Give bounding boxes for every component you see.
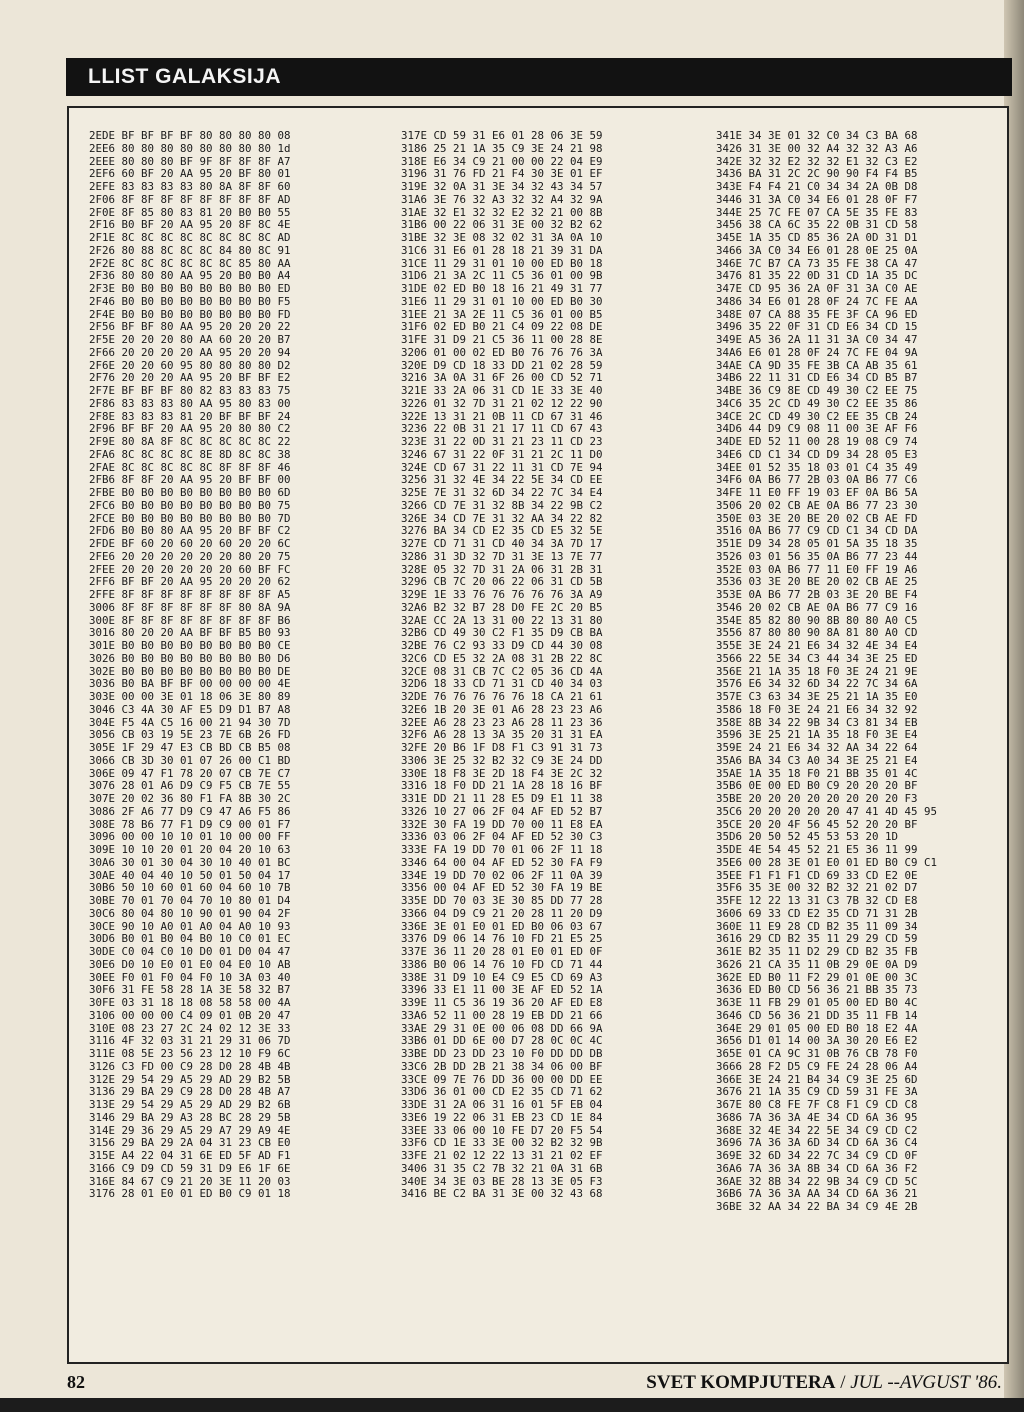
- hex-row: 3306 3E 25 32 B2 32 C9 3E 24 DD: [401, 753, 603, 767]
- hex-row: 31E6 11 29 31 01 10 00 ED B0 30: [401, 294, 603, 308]
- hex-row: 31DE 02 ED B0 18 16 21 49 31 77: [401, 282, 603, 295]
- hex-row: 33B6 01 DD 6E 00 D7 28 0C 0C 4C: [401, 1034, 603, 1048]
- hex-row: 2F4E B0 B0 B0 B0 B0 B0 B0 B0 FD: [89, 307, 291, 321]
- hex-row: 352E 03 0A B6 77 11 E0 FF 19 A6: [716, 562, 918, 576]
- hex-row: 312E 29 54 29 A5 29 AD 29 B2 5B: [89, 1072, 291, 1086]
- hex-row: 3276 BA 34 CD E2 35 CD E5 32 5E: [401, 524, 603, 538]
- hex-row: 31B6 00 22 06 31 3E 00 32 B2 62: [401, 218, 603, 232]
- hex-row: 335E DD 70 03 3E 30 85 DD 77 28: [401, 894, 603, 907]
- hex-row: 3126 C3 FD 00 C9 28 D0 28 4B 4B: [89, 1059, 291, 1073]
- hex-row: 343E F4 F4 21 C0 34 34 2A 0B D8: [716, 180, 918, 193]
- hex-row: 2F9E 80 8A 8F 8C 8C 8C 8C 8C 22: [89, 435, 291, 448]
- hex-row: 3236 22 0B 31 21 17 11 CD 67 43: [401, 422, 603, 436]
- hex-row: 2FC6 B0 B0 B0 B0 B0 B0 B0 B0 75: [89, 498, 291, 512]
- footer-separator: /: [835, 1372, 851, 1393]
- hex-row: 30F6 31 FE 58 28 1A 3E 58 32 B7: [89, 983, 291, 997]
- hex-row: 33C6 2B DD 2B 21 38 34 06 00 BF: [401, 1059, 603, 1073]
- hex-column-1: [89, 130, 291, 1201]
- hex-row: 3486 34 E6 01 28 0F 24 7C FE AA: [716, 294, 918, 308]
- hex-row: 3516 0A B6 77 C9 CD C1 34 CD DA: [716, 524, 918, 538]
- hex-row: 36B6 7A 36 3A AA 34 CD 6A 36 21: [716, 1187, 918, 1201]
- hex-row: 346E 7C B7 CA 73 35 FE 38 CA 47: [716, 256, 918, 270]
- hex-row: 3646 CD 56 36 21 DD 35 11 FB 14: [716, 1008, 918, 1022]
- hex-row: 35EE F1 F1 F1 CD 69 33 CD E2 0E: [716, 868, 918, 882]
- hex-row: 325E 7E 31 32 6D 34 22 7C 34 E4: [401, 486, 603, 499]
- hex-row: 35BE 20 20 20 20 20 20 20 20 F3: [716, 792, 918, 805]
- hex-row: 363E 11 FB 29 01 05 00 ED B0 4C: [716, 996, 918, 1009]
- hex-row: 3226 01 32 7D 31 21 02 12 22 90: [401, 396, 603, 410]
- section-header: [66, 58, 1012, 96]
- hex-row: 328E 05 32 7D 31 2A 06 31 2B 31: [401, 562, 603, 576]
- hex-row: 33A6 52 11 00 28 19 EB DD 21 66: [401, 1008, 603, 1022]
- hex-row: 31AE 32 E1 32 32 E2 32 21 00 8B: [401, 205, 603, 219]
- hex-row: 3366 04 D9 C9 21 20 28 11 20 D9: [401, 906, 603, 920]
- hex-row: 3386 B0 06 14 76 10 FD CD 71 44: [401, 957, 603, 971]
- hex-row: 34F6 0A B6 77 2B 03 0A B6 77 C6: [716, 473, 918, 487]
- hex-row: 35C6 20 20 20 20 20 47 41 4D 45 95: [716, 804, 938, 818]
- hex-row: 35A6 BA 34 C3 A0 34 3E 25 21 E4: [716, 753, 918, 767]
- hex-row: 331E DD 21 11 28 E5 D9 E1 11 38: [401, 792, 603, 805]
- hex-row: 34B6 22 11 31 CD E6 34 CD B5 B7: [716, 371, 918, 385]
- hex-row: 3266 CD 7E 31 32 8B 34 22 9B C2: [401, 498, 603, 512]
- hex-row: 359E 24 21 E6 34 32 AA 34 22 64: [716, 741, 918, 754]
- hex-row: 35B6 0E 00 ED B0 C9 20 20 20 BF: [716, 779, 918, 793]
- hex-row: 3626 21 CA 35 11 0B 29 0E 0A D9: [716, 957, 918, 971]
- hex-row: 326E 34 CD 7E 31 32 AA 34 22 82: [401, 511, 603, 525]
- hex-row: 2F66 20 20 20 20 AA 95 20 20 94: [89, 345, 291, 359]
- hex-row: 338E 31 D9 10 E4 C9 E5 CD 69 A3: [401, 970, 603, 984]
- hex-row: 355E 3E 24 21 E6 34 32 4E 34 E4: [716, 639, 918, 652]
- hex-row: 365E 01 CA 9C 31 0B 76 CB 78 F0: [716, 1047, 918, 1060]
- hex-row: 33FE 21 02 12 22 13 31 21 02 EF: [401, 1149, 603, 1162]
- hex-row: 341E 34 3E 01 32 C0 34 C3 BA 68: [716, 129, 918, 142]
- hex-row: 2FE6 20 20 20 20 20 20 80 20 75: [89, 549, 291, 563]
- hex-row: 301E B0 B0 B0 B0 B0 B0 B0 B0 CE: [89, 639, 291, 652]
- hex-row: 2F1E 8C 8C 8C 8C 8C 8C 8C 8C AD: [89, 231, 291, 244]
- hex-row: 34DE ED 52 11 00 28 19 08 C9 74: [716, 435, 918, 448]
- hex-row: 3216 3A 0A 31 6F 26 00 CD 52 71: [401, 371, 603, 385]
- hex-row: 2FB6 8F 8F 20 AA 95 20 BF BF 00: [89, 473, 291, 487]
- section-title: LLIST GALAKSIJA: [88, 65, 282, 88]
- hex-row: 3636 ED B0 CD 56 36 21 BB 35 73: [716, 983, 918, 997]
- hex-row: 320E D9 CD 18 33 DD 21 02 28 59: [401, 358, 603, 372]
- hex-row: 2F8E 83 83 83 81 20 BF BF BF 24: [89, 409, 291, 423]
- hex-row: 2F26 80 88 8C 8C 8C 84 80 8C 91: [89, 243, 291, 257]
- hex-row: 318E E6 34 C9 21 00 00 22 04 E9: [401, 154, 603, 168]
- hex-row: 30D6 B0 01 B0 04 B0 10 C0 01 EC: [89, 932, 291, 946]
- hex-row: 353E 0A B6 77 2B 03 3E 20 BE F4: [716, 588, 918, 601]
- hex-column-3: [716, 130, 937, 1214]
- hex-row: 2F06 8F 8F 8F 8F 8F 8F 8F 8F AD: [89, 192, 291, 206]
- hex-row: 33AE 29 31 0E 00 06 08 DD 66 9A: [401, 1021, 603, 1035]
- hex-row: 307E 20 02 36 80 F1 FA 8B 30 2C: [89, 792, 291, 805]
- hex-row: 345E 1A 35 CD 85 36 2A 0D 31 D1: [716, 231, 918, 244]
- hex-row: 33D6 36 01 00 CD E2 35 CD 71 62: [401, 1085, 603, 1099]
- hex-row: 32BE 76 C2 93 33 D9 CD 44 30 08: [401, 639, 603, 652]
- hex-row: 2F56 BF BF 80 AA 95 20 20 20 22: [89, 320, 291, 334]
- hex-row: 35DE 4E 54 45 52 21 E5 36 11 99: [716, 843, 918, 856]
- hex-row: 32F6 A6 28 13 3A 35 20 31 31 EA: [401, 728, 603, 742]
- hex-row: 3196 31 76 FD 21 F4 30 3E 01 EF: [401, 167, 603, 181]
- hex-row: 2EFE 83 83 83 83 80 8A 8F 8F 60: [89, 180, 291, 193]
- hex-row: 369E 32 6D 34 22 7C 34 C9 CD 0F: [716, 1149, 918, 1162]
- hex-row: 306E 09 47 F1 78 20 07 CB 7E C7: [89, 766, 291, 780]
- hex-row: 35AE 1A 35 18 F0 21 BB 35 01 4C: [716, 766, 918, 780]
- hex-row: 35E6 00 28 3E 01 E0 01 ED B0 C9 C1: [716, 855, 938, 869]
- hex-row: 305E 1F 29 47 E3 CB BD CB B5 08: [89, 741, 291, 754]
- hex-row: 3396 33 E1 11 00 3E AF ED 52 1A: [401, 983, 603, 997]
- hex-row: 3286 31 3D 32 7D 31 3E 13 7E 77: [401, 549, 603, 563]
- hex-row: 35CE 20 20 4F 56 45 52 20 20 BF: [716, 817, 918, 831]
- hex-row: 2EF6 60 BF 20 AA 95 20 BF 80 01: [89, 167, 291, 181]
- hex-row: 30EE F0 01 F0 04 F0 10 3A 03 40: [89, 970, 291, 984]
- hex-row: 33BE DD 23 DD 23 10 F0 DD DD DB: [401, 1047, 603, 1060]
- hex-row: 34BE 36 C9 8E CD 49 30 C2 EE 75: [716, 384, 918, 397]
- hex-row: 360E 11 E9 28 CD B2 35 11 09 34: [716, 919, 918, 933]
- hex-row: 32DE 76 76 76 76 76 18 CA 21 61: [401, 690, 603, 703]
- hex-row: 31FE 31 D9 21 C5 36 11 00 28 8E: [401, 333, 603, 346]
- hex-row: 349E A5 36 2A 11 31 3A C0 34 47: [716, 333, 918, 346]
- hex-row: 33DE 31 2A 06 31 16 01 5F EB 04: [401, 1098, 603, 1111]
- hex-row: 366E 3E 24 21 B4 34 C9 3E 25 6D: [716, 1072, 918, 1086]
- hex-row: 314E 29 36 29 A5 29 A7 29 A9 4E: [89, 1123, 291, 1137]
- hex-row: 339E 11 C5 36 19 36 20 AF ED E8: [401, 996, 603, 1009]
- hex-row: 30DE C0 04 C0 10 D0 01 D0 04 47: [89, 945, 291, 958]
- hex-row: 30FE 03 31 18 18 08 58 58 00 4A: [89, 996, 291, 1009]
- hex-row: 30B6 50 10 60 01 60 04 60 10 7B: [89, 881, 291, 895]
- hex-row: 3566 22 5E 34 C3 44 34 3E 25 ED: [716, 651, 918, 665]
- hex-row: 333E FA 19 DD 70 01 06 2F 11 18: [401, 843, 603, 856]
- hex-row: 30BE 70 01 70 04 70 10 80 01 D4: [89, 894, 291, 907]
- hex-row: 3006 8F 8F 8F 8F 8F 8F 80 8A 9A: [89, 600, 291, 614]
- hex-row: 358E 8B 34 22 9B 34 C3 81 34 EB: [716, 715, 918, 729]
- hex-row: 3676 21 1A 35 C9 CD 59 31 FE 3A: [716, 1085, 918, 1099]
- hex-row: 31F6 02 ED B0 21 C4 09 22 08 DE: [401, 320, 603, 334]
- hex-row: 34A6 E6 01 28 0F 24 7C FE 04 9A: [716, 345, 918, 359]
- hex-row: 3296 CB 7C 20 06 22 06 31 CD 5B: [401, 575, 603, 589]
- hex-row: 32D6 18 33 CD 71 31 CD 40 34 03: [401, 677, 603, 691]
- hex-row: 31BE 32 3E 08 32 02 31 3A 0A 10: [401, 231, 603, 244]
- hex-row: 3186 25 21 1A 35 C9 3E 24 21 98: [401, 141, 603, 155]
- hex-row: 3256 31 32 4E 34 22 5E 34 CD EE: [401, 473, 603, 487]
- hex-row: 3326 10 27 06 2F 04 AF ED 52 B7: [401, 804, 603, 818]
- hex-row: 2FFE 8F 8F 8F 8F 8F 8F 8F 8F A5: [89, 588, 291, 601]
- hex-row: 2F6E 20 20 60 95 80 80 80 80 D2: [89, 358, 291, 372]
- hex-row: 334E 19 DD 70 02 06 2F 11 0A 39: [401, 868, 603, 882]
- hex-row: 362E ED B0 11 F2 29 01 0E 00 3C: [716, 970, 918, 984]
- hex-row: 344E 25 7C FE 07 CA 5E 35 FE 83: [716, 205, 918, 219]
- hex-row: 32C6 CD E5 32 2A 08 31 2B 22 8C: [401, 651, 603, 665]
- hex-row: 2EDE BF BF BF BF 80 80 80 80 08: [89, 129, 291, 142]
- hex-row: 317E CD 59 31 E6 01 28 06 3E 59: [401, 129, 603, 142]
- hex-row: 32FE 20 B6 1F D8 F1 C3 91 31 73: [401, 741, 603, 754]
- hex-row: 3206 01 00 02 ED B0 76 76 76 3A: [401, 345, 603, 359]
- hex-row: 33EE 33 06 00 10 FE D7 20 F5 54: [401, 1123, 603, 1137]
- hex-row: 3406 31 35 C2 7B 32 21 0A 31 6B: [401, 1161, 603, 1175]
- hex-row: 31D6 21 3A 2C 11 C5 36 01 00 9B: [401, 269, 603, 283]
- hex-row: 316E 84 67 C9 21 20 3E 11 20 03: [89, 1174, 291, 1188]
- hex-row: 3096 00 00 10 10 01 10 00 00 FF: [89, 830, 291, 844]
- hex-row: 36BE 32 AA 34 22 BA 34 C9 4E 2B: [716, 1200, 918, 1213]
- hex-row: 2EE6 80 80 80 80 80 80 80 80 1d: [89, 141, 291, 155]
- hex-row: 315E A4 22 04 31 6E ED 5F AD F1: [89, 1149, 291, 1162]
- hex-row: 33E6 19 22 06 31 EB 23 CD 1E 84: [401, 1110, 603, 1124]
- hex-row: 2F86 83 83 83 80 AA 95 80 83 00: [89, 396, 291, 410]
- hex-row: 3526 03 01 56 35 0A B6 77 23 44: [716, 549, 918, 563]
- hex-row: 30AE 40 04 40 10 50 01 50 04 17: [89, 868, 291, 882]
- hex-row: 3166 C9 D9 CD 59 31 D9 E6 1F 6E: [89, 1161, 291, 1175]
- hex-row: 3106 00 00 00 C4 09 01 0B 20 47: [89, 1008, 291, 1022]
- hex-row: 321E 33 2A 06 31 CD 1E 33 3E 40: [401, 384, 603, 397]
- hex-row: 3426 31 3E 00 32 A4 32 32 A3 A6: [716, 141, 918, 155]
- hex-row: 2F96 BF BF 20 AA 95 20 80 80 C2: [89, 422, 291, 436]
- hex-row: 3346 64 00 04 AF ED 52 30 FA F9: [401, 855, 603, 869]
- hex-row: 368E 32 4E 34 22 5E 34 C9 CD C2: [716, 1123, 918, 1137]
- hex-row: 340E 34 3E 03 BE 28 13 3E 05 F3: [401, 1174, 603, 1188]
- hex-row: 3076 28 01 A6 D9 C9 F5 CB 7E 55: [89, 779, 291, 793]
- hex-row: 34FE 11 E0 FF 19 03 EF 0A B6 5A: [716, 486, 918, 499]
- hex-row: 3066 CB 3D 30 01 07 26 00 C1 BD: [89, 753, 291, 767]
- hex-row: 3036 B0 BA BF BF 00 00 00 00 4E: [89, 677, 291, 691]
- page-number: 82: [67, 1372, 85, 1392]
- hex-row: 351E D9 34 28 05 01 5A 35 18 35: [716, 537, 918, 550]
- hex-row: 3146 29 BA 29 A3 28 BC 28 29 5B: [89, 1110, 291, 1124]
- hex-row: 35FE 12 22 13 31 C3 7B 32 CD E8: [716, 894, 918, 907]
- hex-row: 309E 10 10 20 01 20 04 20 10 63: [89, 843, 291, 856]
- hex-row: 36AE 32 8B 34 22 9B 34 C9 CD 5C: [716, 1174, 918, 1188]
- hex-row: 2F7E BF BF BF 80 82 83 83 83 75: [89, 384, 291, 397]
- hex-row: 3136 29 BA 29 C9 28 D0 28 4B A7: [89, 1085, 291, 1099]
- hex-row: 319E 32 0A 31 3E 34 32 43 34 57: [401, 180, 603, 193]
- hex-row: 32CE 08 31 CB 7C C2 05 36 CD 4A: [401, 664, 603, 678]
- hex-row: 2F76 20 20 20 AA 95 20 BF BF E2: [89, 371, 291, 385]
- hex-row: 2FD6 B0 B0 80 AA 95 20 BF BF C2: [89, 524, 291, 538]
- hex-row: 3546 20 02 CB AE 0A B6 77 C9 16: [716, 600, 918, 614]
- hex-row: 3056 CB 03 19 5E 23 7E 6B 26 FD: [89, 728, 291, 742]
- hex-row: 304E F5 4A C5 16 00 21 94 30 7D: [89, 715, 291, 729]
- hex-row: 336E 3E 01 E0 01 ED B0 06 03 67: [401, 919, 603, 933]
- hex-row: 30A6 30 01 30 04 30 10 40 01 BC: [89, 855, 291, 869]
- hex-row: 337E 36 11 20 28 01 E0 01 ED 0F: [401, 945, 603, 958]
- hex-row: 32A6 B2 32 B7 28 D0 FE 2C 20 B5: [401, 600, 603, 614]
- hex-row: 356E 21 1A 35 18 F0 3E 24 21 9E: [716, 664, 918, 678]
- hex-row: 32EE A6 28 23 23 A6 28 11 23 36: [401, 715, 603, 729]
- magazine-footer: [646, 1372, 1002, 1394]
- hex-row: 36A6 7A 36 3A 8B 34 CD 6A 36 F2: [716, 1161, 918, 1175]
- hex-row: 34CE 2C CD 49 30 C2 EE 35 CB 24: [716, 409, 918, 423]
- hex-row: 34C6 35 2C CD 49 30 C2 EE 35 86: [716, 396, 918, 410]
- hex-row: 3116 4F 32 03 31 21 29 31 06 7D: [89, 1034, 291, 1048]
- hex-row: 329E 1E 33 76 76 76 76 76 3A A9: [401, 588, 603, 601]
- hex-row: 35D6 20 50 52 45 53 53 20 1D: [716, 830, 899, 844]
- hex-row: 342E 32 32 E2 32 32 E1 32 C3 E2: [716, 154, 918, 168]
- hex-row: 324E CD 67 31 22 11 31 CD 7E 94: [401, 460, 603, 474]
- hex-row: 34AE CA 9D 35 FE 3B CA AB 35 61: [716, 358, 918, 372]
- hex-row: 3466 3A C0 34 E6 01 28 0E 25 0A: [716, 243, 918, 257]
- hex-row: 30E6 D0 10 E0 01 E0 04 E0 10 AB: [89, 957, 291, 971]
- hex-listing-frame: [67, 106, 1009, 1364]
- hex-row: 2F2E 8C 8C 8C 8C 8C 8C 85 80 AA: [89, 256, 291, 270]
- hex-row: 3596 3E 25 21 1A 35 18 F0 3E E4: [716, 728, 918, 742]
- hex-row: 3016 80 20 20 AA BF BF B5 B0 93: [89, 626, 291, 640]
- hex-row: 3246 67 31 22 0F 31 21 2C 11 D0: [401, 447, 603, 461]
- hex-row: 357E C3 63 34 3E 25 21 1A 35 E0: [716, 690, 918, 703]
- hex-column-2: [401, 130, 603, 1201]
- hex-row: 3416 BE C2 BA 31 3E 00 32 43 68: [401, 1187, 603, 1201]
- hex-row: 3356 00 04 AF ED 52 30 FA 19 BE: [401, 881, 603, 895]
- hex-row: 31EE 21 3A 2E 11 C5 36 01 00 B5: [401, 307, 603, 321]
- hex-row: 3316 18 F0 DD 21 1A 28 18 16 BF: [401, 779, 603, 793]
- hex-row: 330E 18 F8 3E 2D 18 F4 3E 2C 32: [401, 766, 603, 780]
- hex-row: 3496 35 22 0F 31 CD E6 34 CD 15: [716, 320, 918, 334]
- hex-row: 3576 E6 34 32 6D 34 22 7C 34 6A: [716, 677, 918, 691]
- hex-row: 2FEE 20 20 20 20 20 20 60 BF FC: [89, 562, 291, 576]
- bottom-rule: [0, 1398, 1024, 1412]
- hex-row: 332E 30 FA 19 DD 70 00 11 E8 EA: [401, 817, 603, 831]
- hex-row: 3686 7A 36 3A 4E 34 CD 6A 36 95: [716, 1110, 918, 1124]
- hex-row: 350E 03 3E 20 BE 20 02 CB AE FD: [716, 511, 918, 525]
- hex-row: 3446 31 3A C0 34 E6 01 28 0F F7: [716, 192, 918, 206]
- hex-row: 348E 07 CA 88 35 FE 3F CA 96 ED: [716, 307, 918, 321]
- hex-row: 3656 D1 01 14 00 3A 30 20 E6 E2: [716, 1034, 918, 1048]
- hex-row: 32AE CC 2A 13 31 00 22 13 31 80: [401, 613, 603, 627]
- hex-row: 361E B2 35 11 D2 29 CD B2 35 FB: [716, 945, 918, 958]
- hex-row: 322E 13 31 21 0B 11 CD 67 31 46: [401, 409, 603, 423]
- hex-row: 303E 00 00 3E 01 18 06 3E 80 89: [89, 690, 291, 703]
- hex-row: 364E 29 01 05 00 ED B0 18 E2 4A: [716, 1021, 918, 1035]
- hex-row: 3616 29 CD B2 35 11 29 29 CD 59: [716, 932, 918, 946]
- hex-row: 3556 87 80 80 90 8A 81 80 A0 CD: [716, 626, 918, 640]
- hex-row: 2FCE B0 B0 B0 B0 B0 B0 B0 B0 7D: [89, 511, 291, 525]
- hex-row: 3696 7A 36 3A 6D 34 CD 6A 36 C4: [716, 1136, 918, 1150]
- hex-row: 34EE 01 52 35 18 03 01 C4 35 49: [716, 460, 918, 474]
- hex-row: 354E 85 82 80 90 8B 80 80 A0 C5: [716, 613, 918, 627]
- hex-row: 3336 03 06 2F 04 AF ED 52 30 C3: [401, 830, 603, 844]
- hex-row: 3506 20 02 CB AE 0A B6 77 23 30: [716, 498, 918, 512]
- hex-row: 2FAE 8C 8C 8C 8C 8C 8F 8F 8F 46: [89, 460, 291, 474]
- hex-row: 2F3E B0 B0 B0 B0 B0 B0 B0 B0 ED: [89, 282, 291, 295]
- hex-row: 3026 B0 B0 B0 B0 B0 B0 B0 B0 D6: [89, 651, 291, 665]
- hex-row: 31CE 11 29 31 01 10 00 ED B0 18: [401, 256, 603, 270]
- hex-row: 32B6 CD 49 30 C2 F1 35 D9 CB BA: [401, 626, 603, 640]
- hex-row: 310E 08 23 27 2C 24 02 12 3E 33: [89, 1021, 291, 1035]
- hex-row: 3456 38 CA 6C 35 22 0B 31 CD 58: [716, 218, 918, 232]
- magazine-issue: JUL --AVGUST '86.: [850, 1372, 1002, 1393]
- hex-row: 3376 D9 06 14 76 10 FD 21 E5 25: [401, 932, 603, 946]
- hex-row: 3666 28 F2 D5 C9 FE 24 28 06 A4: [716, 1059, 918, 1073]
- hex-row: 2FDE BF 60 20 60 20 60 20 20 6C: [89, 537, 291, 550]
- hex-row: 327E CD 71 31 CD 40 34 3A 7D 17: [401, 537, 603, 550]
- hex-row: 34D6 44 D9 C9 08 11 00 3E AF F6: [716, 422, 918, 436]
- hex-row: 2FF6 BF BF 20 AA 95 20 20 20 62: [89, 575, 291, 589]
- hex-row: 323E 31 22 0D 31 21 23 11 CD 23: [401, 435, 603, 448]
- hex-row: 2FA6 8C 8C 8C 8C 8E 8D 8C 8C 38: [89, 447, 291, 461]
- hex-row: 3086 2F A6 77 D9 C9 47 A6 F5 86: [89, 804, 291, 818]
- hex-row: 313E 29 54 29 A5 29 AD 29 B2 6B: [89, 1098, 291, 1111]
- magazine-name: SVET KOMPJUTERA: [646, 1372, 836, 1393]
- hex-row: 3586 18 F0 3E 24 21 E6 34 32 92: [716, 702, 918, 716]
- hex-row: 2F5E 20 20 20 80 AA 60 20 20 B7: [89, 333, 291, 346]
- hex-row: 302E B0 B0 B0 B0 B0 B0 B0 B0 DE: [89, 664, 291, 678]
- hex-row: 2F16 B0 BF 20 AA 95 20 8F 8C 4E: [89, 218, 291, 232]
- hex-row: 3046 C3 4A 30 AF E5 D9 D1 B7 A8: [89, 702, 291, 716]
- hex-row: 347E CD 95 36 2A 0F 31 3A C0 AE: [716, 282, 918, 295]
- hex-row: 3436 BA 31 2C 2C 90 90 F4 F4 B5: [716, 167, 918, 181]
- hex-row: 33CE 09 7E 76 DD 36 00 00 DD EE: [401, 1072, 603, 1086]
- hex-row: 308E 78 B6 77 F1 D9 C9 00 01 F7: [89, 817, 291, 831]
- hex-row: 3476 81 35 22 0D 31 CD 1A 35 DC: [716, 269, 918, 283]
- hex-row: 2F36 80 80 80 AA 95 20 B0 B0 A4: [89, 269, 291, 283]
- hex-row: 32E6 1B 20 3E 01 A6 28 23 23 A6: [401, 702, 603, 716]
- hex-row: 2F0E 8F 85 80 83 81 20 B0 B0 55: [89, 205, 291, 219]
- hex-row: 31C6 31 E6 01 28 18 21 39 31 DA: [401, 243, 603, 257]
- hex-row: 367E 80 C8 FE 7F C8 F1 C9 CD C8: [716, 1098, 918, 1111]
- hex-row: 3156 29 BA 29 2A 04 31 23 CB E0: [89, 1136, 291, 1150]
- hex-row: 2FBE B0 B0 B0 B0 B0 B0 B0 B0 6D: [89, 486, 291, 499]
- hex-row: 300E 8F 8F 8F 8F 8F 8F 8F 8F B6: [89, 613, 291, 627]
- hex-row: 3536 03 3E 20 BE 20 02 CB AE 25: [716, 575, 918, 589]
- hex-row: 3606 69 33 CD E2 35 CD 71 31 2B: [716, 906, 918, 920]
- hex-row: 30CE 90 10 A0 01 A0 04 A0 10 93: [89, 919, 291, 933]
- hex-row: 311E 08 5E 23 56 23 12 10 F9 6C: [89, 1047, 291, 1060]
- hex-row: 2F46 B0 B0 B0 B0 B0 B0 B0 B0 F5: [89, 294, 291, 308]
- hex-row: 30C6 80 04 80 10 90 01 90 04 2F: [89, 906, 291, 920]
- hex-row: 31A6 3E 76 32 A3 32 32 A4 32 9A: [401, 192, 603, 206]
- hex-row: 2EEE 80 80 80 BF 9F 8F 8F 8F A7: [89, 154, 291, 168]
- hex-row: 33F6 CD 1E 33 3E 00 32 B2 32 9B: [401, 1136, 603, 1150]
- hex-row: 34E6 CD C1 34 CD D9 34 28 05 E3: [716, 447, 918, 461]
- hex-row: 3176 28 01 E0 01 ED B0 C9 01 18: [89, 1187, 291, 1201]
- hex-row: 35F6 35 3E 00 32 B2 32 21 02 D7: [716, 881, 918, 895]
